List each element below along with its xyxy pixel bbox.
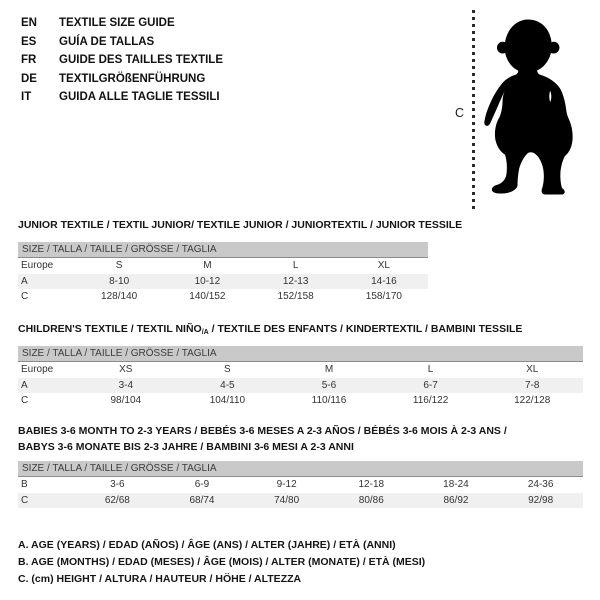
age-cell: 3-6 <box>110 479 125 490</box>
age-cell: 4-5 <box>220 379 235 391</box>
age-cell: 9-12 <box>276 479 297 490</box>
row-label: A <box>21 379 28 391</box>
height-cell: 110/116 <box>311 395 347 406</box>
section-title-babies-line1: BABIES 3-6 MONTH TO 2-3 YEARS / BEBÉS 3-6 MESES A 2-3 AÑOS / BÉBÉS 3-6 MOIS À 2-3 ANS / <box>18 425 507 437</box>
table-row-height <box>18 393 583 409</box>
language-code: IT <box>21 91 32 103</box>
guide-title: GUIDE DES TAILLES TEXTILE <box>59 54 223 66</box>
language-row-en <box>21 14 223 33</box>
age-cell: 6-9 <box>194 479 210 490</box>
section-title-children-post: / TEXTILE DES ENFANTS / KINDERTEXTIL / BAMBINI TESSILE <box>208 323 523 335</box>
children-size-table <box>18 346 583 409</box>
section-title-babies-line2: BABYS 3-6 MONATE BIS 2-3 JAHRE / BAMBINI 3-6 MESI A 2-3 ANNI <box>18 441 354 453</box>
row-label: Europe <box>21 260 54 271</box>
table-row-age-months <box>18 477 583 493</box>
section-title-babies <box>18 423 507 455</box>
guide-title: GUIDA ALLE TAGLIE TESSILI <box>59 91 220 103</box>
table-row-height <box>18 289 428 305</box>
legend-line-a: A. AGE (YEARS) / EDAD (AÑOS) / ÂGE (ANS) / ALTER (JAHRE) / ETÀ (ANNI) <box>18 539 396 551</box>
size-cell: L <box>292 260 299 271</box>
guide-title: TEXTILGRÖßENFÜHRUNG <box>59 72 206 85</box>
legend-line-b: B. AGE (MONTHS) / EDAD (MESES) / ÂGE (MOIS) / ALTER (MONATE) / ETÀ (MESI) <box>18 556 426 569</box>
age-cell: 5-6 <box>321 379 337 391</box>
height-cell: 92/98 <box>528 494 554 506</box>
height-dashed-line <box>472 10 475 212</box>
row-label: Europe <box>21 364 54 375</box>
language-code: EN <box>21 17 37 29</box>
section-title-children-pre: CHILDREN'S TEXTILE / TEXTIL NIÑO <box>18 323 202 335</box>
size-cell: M <box>203 260 212 271</box>
table-row-europe <box>18 258 428 274</box>
size-cell: XS <box>119 364 133 375</box>
language-row-it <box>21 88 223 107</box>
size-cell: L <box>427 364 434 375</box>
age-cell: 14-16 <box>371 275 397 287</box>
age-cell: 24-36 <box>527 479 554 490</box>
height-cell: 98/104 <box>110 395 142 406</box>
size-header-bar: SIZE / TALLA / TAILLE / GRÖSSE / TAGLIA <box>18 346 583 362</box>
language-row-de <box>21 70 223 89</box>
language-code: ES <box>21 35 37 48</box>
size-header-bar: SIZE / TALLA / TAILLE / GRÖSSE / TAGLIA <box>18 242 428 258</box>
height-cell: 128/140 <box>101 291 138 302</box>
size-cell: S <box>224 364 231 375</box>
age-cell: 8-10 <box>109 275 130 287</box>
height-cell: 140/152 <box>189 291 226 302</box>
size-cell: M <box>324 364 334 375</box>
age-cell: 3-4 <box>118 379 134 391</box>
section-title-children <box>18 321 522 341</box>
language-code: FR <box>21 54 37 66</box>
language-code: DE <box>21 72 37 85</box>
table-row-age <box>18 378 583 394</box>
age-cell: 12-13 <box>282 275 309 287</box>
row-label: A <box>21 275 28 287</box>
size-cell: XL <box>377 260 390 271</box>
size-header-bar: SIZE / TALLA / TAILLE / GRÖSSE / TAGLIA <box>18 461 583 477</box>
height-measure-label: C <box>455 106 465 120</box>
height-cell: 68/74 <box>189 494 215 506</box>
age-cell: 6-7 <box>423 379 438 391</box>
language-row-fr <box>21 51 223 70</box>
guide-title: TEXTILE SIZE GUIDE <box>59 17 175 29</box>
section-title-junior: JUNIOR TEXTILE / TEXTIL JUNIOR/ TEXTILE JUNIOR / JUNIORTEXTIL / JUNIOR TESSILE <box>18 219 463 231</box>
row-label: C <box>21 291 29 302</box>
height-cell: 152/158 <box>277 291 314 302</box>
legend-line-c: C. (cm) HEIGHT / ALTURA / HAUTEUR / HÖHE / ALTEZZA <box>18 573 302 586</box>
height-cell: 86/92 <box>443 494 469 506</box>
table-row-height <box>18 493 583 509</box>
height-cell: 158/170 <box>365 291 402 302</box>
age-cell: 10-12 <box>194 275 221 287</box>
baby-silhouette-figure <box>480 8 580 206</box>
age-cell: 18-24 <box>443 479 469 490</box>
table-row-europe <box>18 362 583 378</box>
section-title-children-sub: /A <box>201 329 209 336</box>
height-cell: 74/80 <box>274 494 300 506</box>
size-cell: S <box>115 260 123 271</box>
language-row-es <box>21 33 223 52</box>
language-title-list <box>21 14 223 107</box>
height-cell: 80/86 <box>358 494 384 506</box>
height-cell: 104/110 <box>209 395 246 406</box>
size-cell: XL <box>526 364 539 375</box>
height-cell: 62/68 <box>104 494 130 506</box>
row-label: C <box>21 494 29 506</box>
table-row-age <box>18 274 428 290</box>
height-cell: 116/122 <box>412 395 449 406</box>
age-cell: 12-18 <box>358 479 385 490</box>
height-cell: 122/128 <box>514 395 551 406</box>
measurement-legend <box>18 537 425 589</box>
row-label: C <box>21 395 29 406</box>
age-cell: 7-8 <box>524 379 540 391</box>
babies-size-table <box>18 461 583 508</box>
guide-title: GUÍA DE TALLAS <box>59 35 155 48</box>
row-label: B <box>21 479 28 490</box>
junior-size-table <box>18 242 428 305</box>
